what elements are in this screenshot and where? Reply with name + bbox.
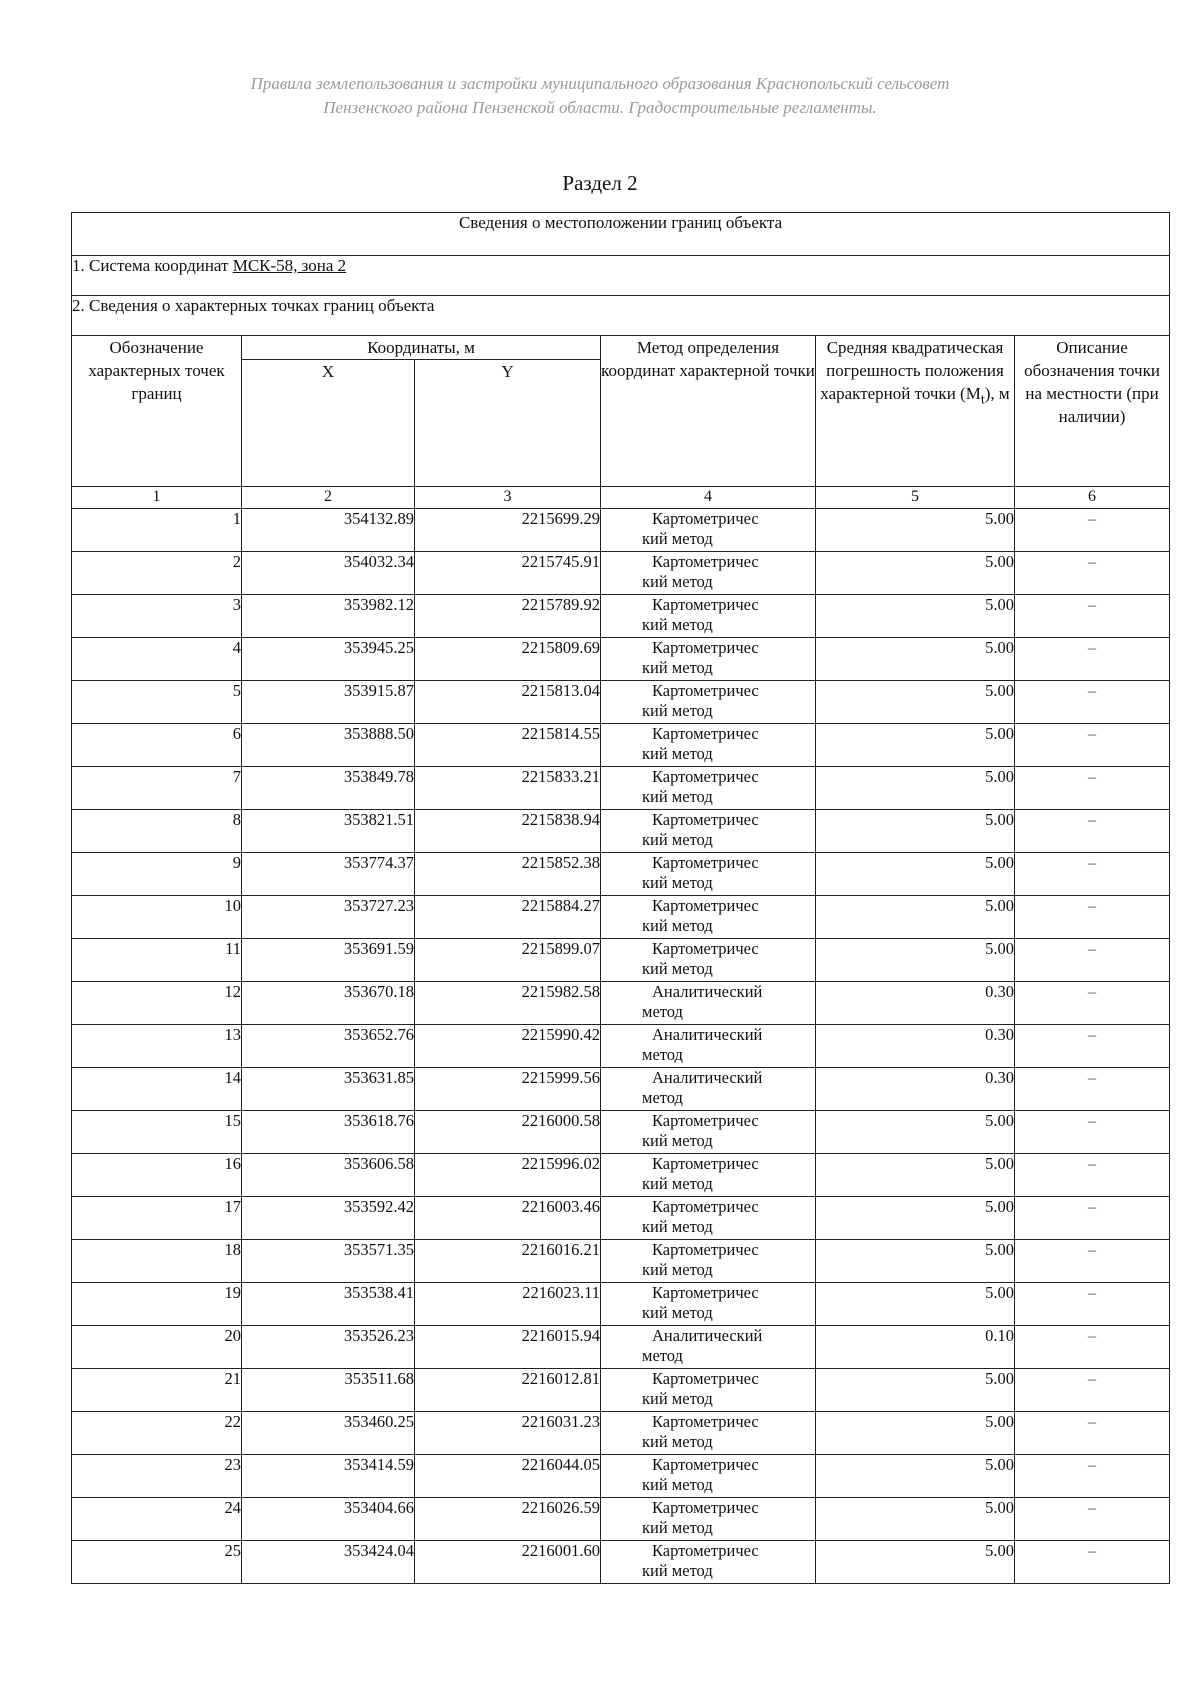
point-number: 19 [72, 1283, 242, 1326]
description-value: – [1015, 552, 1170, 595]
point-number: 6 [72, 724, 242, 767]
method-line-1: Картометричес [652, 1283, 759, 1302]
table-row [72, 1326, 1170, 1369]
table-row [72, 1541, 1170, 1584]
point-number: 9 [72, 853, 242, 896]
point-number: 23 [72, 1455, 242, 1498]
description-value: – [1015, 1240, 1170, 1283]
error-value: 5.00 [816, 896, 1015, 939]
method-line-1: Картометричес [652, 767, 759, 786]
table-row [72, 982, 1170, 1025]
method-cell [601, 767, 816, 810]
description-value: – [1015, 509, 1170, 552]
method-cell [601, 1326, 816, 1369]
method-line-2: кий метод [642, 1475, 713, 1494]
method-line-1: Аналитический [652, 982, 763, 1001]
header-designation: Обозначение характерных точек границ [72, 336, 242, 487]
error-value: 5.00 [816, 853, 1015, 896]
description-value: – [1015, 638, 1170, 681]
method-text [642, 1240, 774, 1280]
method-line-2: кий метод [642, 1260, 713, 1279]
description-value: – [1015, 1498, 1170, 1541]
method-cell [601, 724, 816, 767]
coord-y: 2215996.02 [415, 1154, 601, 1197]
table-row [72, 638, 1170, 681]
coord-y: 2215899.07 [415, 939, 601, 982]
header-description: Описание обозначения точки на местности (при наличии) [1015, 336, 1170, 487]
method-line-2: метод [642, 1346, 683, 1365]
method-line-1: Картометричес [652, 724, 759, 743]
error-value: 5.00 [816, 810, 1015, 853]
method-line-1: Картометричес [652, 1498, 759, 1517]
coord-x: 353945.25 [242, 638, 415, 681]
coord-x: 353670.18 [242, 982, 415, 1025]
coord-x: 353538.41 [242, 1283, 415, 1326]
header-error-text: Средняя квадратическая погрешность положения характерной точки (M [820, 338, 1004, 403]
point-number: 4 [72, 638, 242, 681]
coord-x: 353606.58 [242, 1154, 415, 1197]
error-value: 5.00 [816, 1240, 1015, 1283]
error-value: 5.00 [816, 595, 1015, 638]
running-header [0, 72, 1200, 120]
method-text [642, 1025, 774, 1065]
coord-y: 2216026.59 [415, 1498, 601, 1541]
coord-y: 2216031.23 [415, 1412, 601, 1455]
header-error [816, 336, 1015, 487]
method-text [642, 724, 774, 764]
coord-x: 353727.23 [242, 896, 415, 939]
points-title: 2. Сведения о характерных точках границ объекта [72, 296, 1170, 336]
description-value: – [1015, 767, 1170, 810]
point-number: 5 [72, 681, 242, 724]
point-number: 12 [72, 982, 242, 1025]
description-value: – [1015, 724, 1170, 767]
coord-y: 2215789.92 [415, 595, 601, 638]
coord-y: 2215745.91 [415, 552, 601, 595]
coord-x: 353821.51 [242, 810, 415, 853]
method-text [642, 509, 774, 549]
column-number: 4 [601, 487, 816, 509]
table-row [72, 552, 1170, 595]
method-text [642, 810, 774, 850]
method-cell [601, 939, 816, 982]
coord-y: 2216003.46 [415, 1197, 601, 1240]
method-text [642, 1412, 774, 1452]
coord-y: 2216000.58 [415, 1111, 601, 1154]
error-value: 5.00 [816, 1498, 1015, 1541]
points-title-row [72, 296, 1170, 336]
table-row [72, 853, 1170, 896]
method-line-2: кий метод [642, 916, 713, 935]
method-line-1: Картометричес [652, 853, 759, 872]
header-error-unit: ), м [984, 384, 1010, 403]
method-cell [601, 810, 816, 853]
method-line-2: кий метод [642, 1217, 713, 1236]
method-text [642, 939, 774, 979]
method-cell [601, 1541, 816, 1584]
table-row [72, 810, 1170, 853]
method-line-1: Картометричес [652, 1455, 759, 1474]
coord-x: 353652.76 [242, 1025, 415, 1068]
table-row [72, 1111, 1170, 1154]
method-text [642, 1154, 774, 1194]
description-value: – [1015, 1197, 1170, 1240]
column-number: 3 [415, 487, 601, 509]
method-text [642, 1326, 774, 1366]
description-value: – [1015, 939, 1170, 982]
column-number: 2 [242, 487, 415, 509]
method-text [642, 552, 774, 592]
header-coordinates: Координаты, м [242, 336, 601, 360]
method-line-1: Картометричес [652, 595, 759, 614]
method-line-2: кий метод [642, 1432, 713, 1451]
error-value: 5.00 [816, 939, 1015, 982]
error-value: 5.00 [816, 681, 1015, 724]
description-value: – [1015, 1154, 1170, 1197]
coord-y: 2215838.94 [415, 810, 601, 853]
header-y: Y [415, 360, 601, 487]
method-line-2: кий метод [642, 1561, 713, 1580]
header-error-subscript: t [980, 391, 985, 408]
coordinate-system-value: МСК-58, зона 2 [232, 256, 347, 275]
method-cell [601, 1455, 816, 1498]
method-text [642, 595, 774, 635]
table-row [72, 681, 1170, 724]
method-line-1: Картометричес [652, 1197, 759, 1216]
description-value: – [1015, 1111, 1170, 1154]
point-number: 17 [72, 1197, 242, 1240]
header-method: Метод определения координат характерной точки [601, 336, 816, 487]
description-value: – [1015, 681, 1170, 724]
table-row [72, 939, 1170, 982]
method-line-1: Картометричес [652, 896, 759, 915]
coord-x: 353404.66 [242, 1498, 415, 1541]
column-number: 1 [72, 487, 242, 509]
table-row [72, 1025, 1170, 1068]
coord-x: 353571.35 [242, 1240, 415, 1283]
point-number: 2 [72, 552, 242, 595]
table-row [72, 1240, 1170, 1283]
description-value: – [1015, 896, 1170, 939]
coord-x: 353511.68 [242, 1369, 415, 1412]
method-text [642, 982, 774, 1022]
method-text [642, 896, 774, 936]
table-row [72, 1283, 1170, 1326]
table-row [72, 896, 1170, 939]
table-row [72, 1154, 1170, 1197]
coord-x: 353460.25 [242, 1412, 415, 1455]
point-number: 10 [72, 896, 242, 939]
point-number: 3 [72, 595, 242, 638]
error-value: 5.00 [816, 1197, 1015, 1240]
point-number: 22 [72, 1412, 242, 1455]
boundary-points-table [71, 212, 1170, 1584]
description-value: – [1015, 1541, 1170, 1584]
section-title: Раздел 2 [562, 171, 638, 195]
method-line-2: кий метод [642, 572, 713, 591]
coord-x: 353774.37 [242, 853, 415, 896]
table-row [72, 595, 1170, 638]
method-line-1: Картометричес [652, 1240, 759, 1259]
coord-y: 2215833.21 [415, 767, 601, 810]
coord-y: 2215809.69 [415, 638, 601, 681]
error-value: 5.00 [816, 1154, 1015, 1197]
method-cell [601, 1498, 816, 1541]
error-value: 0.30 [816, 1025, 1015, 1068]
coord-y: 2215982.58 [415, 982, 601, 1025]
coord-y: 2215813.04 [415, 681, 601, 724]
method-line-2: метод [642, 1045, 683, 1064]
error-value: 5.00 [816, 509, 1015, 552]
description-value: – [1015, 1369, 1170, 1412]
method-line-1: Картометричес [652, 1541, 759, 1560]
method-line-2: метод [642, 1088, 683, 1107]
table-title: Сведения о местоположении границ объекта [72, 213, 1170, 256]
table-row [72, 767, 1170, 810]
method-text [642, 1455, 774, 1495]
method-text [642, 767, 774, 807]
column-numbers-row [72, 487, 1170, 509]
point-number: 7 [72, 767, 242, 810]
coord-x: 353691.59 [242, 939, 415, 982]
coord-y: 2215699.29 [415, 509, 601, 552]
error-value: 5.00 [816, 767, 1015, 810]
method-cell [601, 1197, 816, 1240]
point-number: 21 [72, 1369, 242, 1412]
method-cell [601, 982, 816, 1025]
running-header-line-1: Правила землепользования и застройки муниципального образования Краснопольский сельсовет [250, 74, 950, 93]
method-text [642, 853, 774, 893]
column-number: 6 [1015, 487, 1170, 509]
method-line-1: Картометричес [652, 939, 759, 958]
method-line-2: кий метод [642, 787, 713, 806]
coord-y: 2216023.11 [415, 1283, 601, 1326]
coord-y: 2215814.55 [415, 724, 601, 767]
header-row-1 [72, 336, 1170, 360]
method-text [642, 1197, 774, 1237]
method-text [642, 1068, 774, 1108]
description-value: – [1015, 595, 1170, 638]
method-cell [601, 1111, 816, 1154]
coord-y: 2215884.27 [415, 896, 601, 939]
description-value: – [1015, 1455, 1170, 1498]
coord-x: 353592.42 [242, 1197, 415, 1240]
header-x: X [242, 360, 415, 487]
method-line-2: кий метод [642, 529, 713, 548]
description-value: – [1015, 853, 1170, 896]
method-line-2: кий метод [642, 959, 713, 978]
method-text [642, 1369, 774, 1409]
method-text [642, 1111, 774, 1151]
coord-x: 353888.50 [242, 724, 415, 767]
error-value: 5.00 [816, 1455, 1015, 1498]
coord-x: 353424.04 [242, 1541, 415, 1584]
point-number: 24 [72, 1498, 242, 1541]
point-number: 25 [72, 1541, 242, 1584]
table-row [72, 1498, 1170, 1541]
method-cell [601, 1283, 816, 1326]
method-line-1: Картометричес [652, 1111, 759, 1130]
point-number: 13 [72, 1025, 242, 1068]
table-row [72, 1369, 1170, 1412]
table-row [72, 1197, 1170, 1240]
coord-x: 353414.59 [242, 1455, 415, 1498]
table-row [72, 509, 1170, 552]
coord-y: 2215990.42 [415, 1025, 601, 1068]
method-line-2: кий метод [642, 1303, 713, 1322]
error-value: 5.00 [816, 638, 1015, 681]
method-cell [601, 509, 816, 552]
column-number: 5 [816, 487, 1015, 509]
method-cell [601, 681, 816, 724]
method-line-2: кий метод [642, 615, 713, 634]
method-cell [601, 1068, 816, 1111]
table-title-row [72, 213, 1170, 256]
method-line-2: кий метод [642, 1389, 713, 1408]
method-text [642, 638, 774, 678]
coord-y: 2216016.21 [415, 1240, 601, 1283]
method-line-1: Картометричес [652, 1412, 759, 1431]
method-line-2: кий метод [642, 744, 713, 763]
table-row [72, 724, 1170, 767]
method-text [642, 1541, 774, 1581]
method-line-1: Картометричес [652, 810, 759, 829]
method-cell [601, 638, 816, 681]
coord-x: 353849.78 [242, 767, 415, 810]
coord-y: 2216012.81 [415, 1369, 601, 1412]
error-value: 5.00 [816, 1283, 1015, 1326]
description-value: – [1015, 982, 1170, 1025]
method-cell [601, 1025, 816, 1068]
method-line-2: кий метод [642, 1174, 713, 1193]
coord-y: 2216044.05 [415, 1455, 601, 1498]
method-text [642, 1498, 774, 1538]
error-value: 5.00 [816, 552, 1015, 595]
method-line-1: Аналитический [652, 1068, 763, 1087]
point-number: 8 [72, 810, 242, 853]
method-cell [601, 853, 816, 896]
method-line-1: Картометричес [652, 552, 759, 571]
coordinate-system-row [72, 256, 1170, 296]
running-header-line-2: Пензенского района Пензенской области. Градостроительные регламенты. [323, 98, 877, 117]
error-value: 5.00 [816, 1111, 1015, 1154]
error-value: 0.30 [816, 1068, 1015, 1111]
coord-x: 353982.12 [242, 595, 415, 638]
method-text [642, 681, 774, 721]
description-value: – [1015, 810, 1170, 853]
method-line-2: метод [642, 1002, 683, 1021]
method-line-1: Картометричес [652, 1154, 759, 1173]
description-value: – [1015, 1068, 1170, 1111]
method-line-1: Картометричес [652, 509, 759, 528]
error-value: 5.00 [816, 1412, 1015, 1455]
method-line-2: кий метод [642, 1131, 713, 1150]
method-cell [601, 552, 816, 595]
point-number: 16 [72, 1154, 242, 1197]
method-line-1: Картометричес [652, 638, 759, 657]
method-cell [601, 595, 816, 638]
method-cell [601, 1412, 816, 1455]
method-cell [601, 1369, 816, 1412]
coord-y: 2215852.38 [415, 853, 601, 896]
coord-y: 2216015.94 [415, 1326, 601, 1369]
method-cell [601, 896, 816, 939]
point-number: 20 [72, 1326, 242, 1369]
point-number: 1 [72, 509, 242, 552]
method-line-2: кий метод [642, 830, 713, 849]
coord-y: 2215999.56 [415, 1068, 601, 1111]
method-cell [601, 1154, 816, 1197]
method-line-1: Картометричес [652, 1369, 759, 1388]
point-number: 18 [72, 1240, 242, 1283]
coord-x: 353915.87 [242, 681, 415, 724]
error-value: 0.30 [816, 982, 1015, 1025]
error-value: 5.00 [816, 1541, 1015, 1584]
method-text [642, 1283, 774, 1323]
point-number: 11 [72, 939, 242, 982]
error-value: 0.10 [816, 1326, 1015, 1369]
method-line-2: кий метод [642, 873, 713, 892]
description-value: – [1015, 1025, 1170, 1068]
coord-x: 354032.34 [242, 552, 415, 595]
error-value: 5.00 [816, 724, 1015, 767]
point-number: 14 [72, 1068, 242, 1111]
coord-x: 354132.89 [242, 509, 415, 552]
coord-y: 2216001.60 [415, 1541, 601, 1584]
description-value: – [1015, 1326, 1170, 1369]
coord-x: 353631.85 [242, 1068, 415, 1111]
coordinate-system-label: 1. Система координат [72, 256, 229, 275]
description-value: – [1015, 1283, 1170, 1326]
error-value: 5.00 [816, 1369, 1015, 1412]
coord-x: 353526.23 [242, 1326, 415, 1369]
method-line-2: кий метод [642, 1518, 713, 1537]
method-line-2: кий метод [642, 658, 713, 677]
method-line-2: кий метод [642, 701, 713, 720]
table-row [72, 1068, 1170, 1111]
table-row [72, 1455, 1170, 1498]
table-row [72, 1412, 1170, 1455]
method-line-1: Аналитический [652, 1326, 763, 1345]
method-line-1: Картометричес [652, 681, 759, 700]
point-number: 15 [72, 1111, 242, 1154]
method-line-1: Аналитический [652, 1025, 763, 1044]
method-cell [601, 1240, 816, 1283]
coordinate-system-cell [72, 256, 1170, 296]
description-value: – [1015, 1412, 1170, 1455]
coord-x: 353618.76 [242, 1111, 415, 1154]
